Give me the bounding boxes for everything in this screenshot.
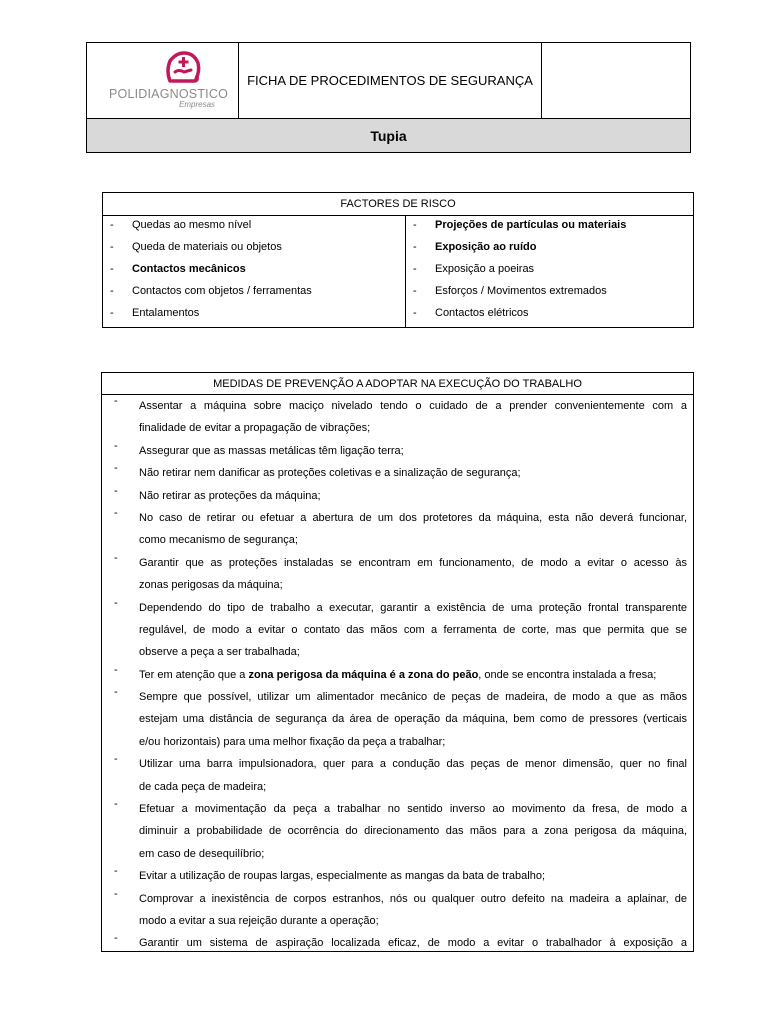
prevention-item: - Garantir um sistema de aspiração localizada eficaz, de modo a evitar o trabalhador à exposição a: [114, 932, 687, 950]
logo-name: POLIDIAGNOSTICO: [109, 87, 228, 101]
prevention-heading: MEDIDAS DE PREVENÇÃO A ADOPTAR NA EXECUÇÃO DO TRABALHO: [102, 373, 693, 395]
document-title: FICHA DE PROCEDIMENTOS DE SEGURANÇA: [239, 43, 542, 118]
prevention-item: - Garantir que as proteções instaladas se encontram em funcionamento, de modo a evitar o acesso às zonas perigosas da máquina;: [114, 551, 687, 592]
polidiagnostico-logo-icon: [109, 51, 249, 87]
risk-factors-heading: FACTORES DE RISCO: [103, 193, 693, 216]
prevention-item: - Não retirar nem danificar as proteções coletivas e a sinalização de segurança;: [114, 462, 521, 480]
logo-cell: [87, 43, 239, 118]
header-top-row: [87, 43, 690, 119]
prevention-item: - Efetuar a movimentação da peça a trabalhar no sentido inverso ao movimento da fresa, de modo a diminuir a probabilidade de ocorrência do direcionamento das mãos para a zona perigosa da máquina, em caso de desequilíbrio;: [114, 798, 687, 860]
prevention-item: - Assentar a máquina sobre maciço nivelado tendo o cuidado de a prender convenientemente com a finalidade de evitar a propagação de vibrações;: [114, 395, 687, 435]
prevention-item: - Assegurar que as massas metálicas têm ligação terra;: [114, 439, 404, 457]
column-divider: [405, 216, 406, 327]
prevention-item: - Sempre que possível, utilizar um alimentador mecânico de peças de madeira, de modo a que as mãos estejam uma distância de segurança da área de operação da máquina, bem como de pressores (verticais e/ou horizontais) para uma melhor fixação da peça a trabalhar;: [114, 686, 687, 748]
logo-subtitle: Empresas: [179, 100, 216, 109]
equipment-name: Tupia: [87, 119, 690, 152]
prevention-list: [102, 395, 693, 955]
prevention-item: - No caso de retirar ou efetuar a abertura de um dos protetores da máquina, esta não deverá funcionar, como mecanismo de segurança;: [114, 506, 687, 547]
header-table: [86, 42, 691, 153]
header-blank-cell: [542, 43, 690, 118]
prevention-item: - Ter em atenção que a zona perigosa da máquina é a zona do peão, onde se encontra instalada a fresa;: [114, 663, 657, 681]
prevention-measures-table: [101, 372, 694, 952]
prevention-item: - Dependendo do tipo de trabalho a executar, garantir a existência de uma proteção frontal transparente regulável, de modo a evitar o contato das mãos com a ferramenta de corte, mas que permita que se observe a peça a ser trabalhada;: [114, 596, 687, 659]
prevention-item: - Evitar a utilização de roupas largas, especialmente as mangas da bata de trabalho;: [114, 865, 546, 883]
risk-factors-table: FACTORES DE RISCO - Quedas ao mesmo nível - Queda de materiais ou objetos - Contactos mecânicos - Contactos com objetos / ferramentas - Entalamentos - Projeções de partículas ou materiais - Exposição ao ruído - Exposição a poeiras - Esforços / Movimentos extremados - Contactos elétricos: [102, 192, 694, 328]
prevention-item: - Utilizar uma barra impulsionadora, quer para a condução das peças de menor dimensão, quer no final de cada peça de madeira;: [114, 753, 687, 793]
prevention-item: - Comprovar a inexistência de corpos estranhos, nós ou qualquer outro defeito na madeira a aplainar, de modo a evitar a sua rejeição durante a operação;: [114, 887, 687, 927]
prevention-item: - Não retirar as proteções da máquina;: [114, 484, 321, 502]
